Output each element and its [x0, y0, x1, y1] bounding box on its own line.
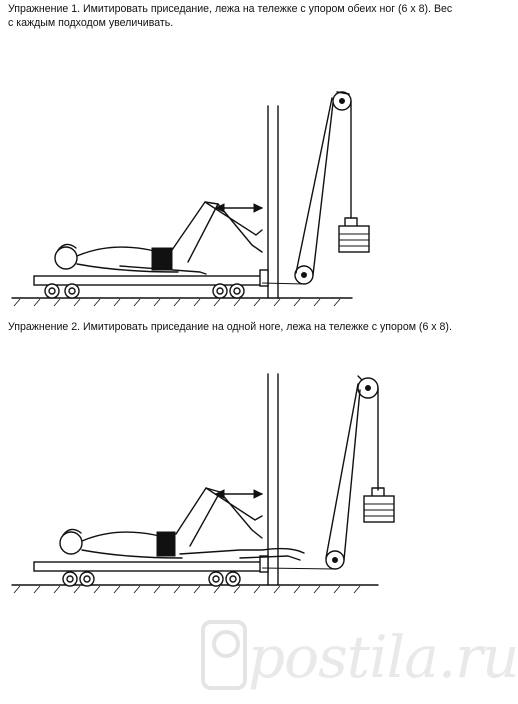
vertical-post: [268, 106, 278, 298]
pulley-system: [262, 376, 378, 569]
vertical-post: [268, 374, 278, 585]
movement-arrow: [216, 490, 262, 498]
p-logo-icon: [203, 622, 245, 688]
pulley-system: [262, 92, 351, 284]
weight-stack: [339, 218, 369, 252]
exercise-1-illustration: [0, 90, 463, 310]
floor: [12, 585, 378, 593]
cart: [34, 562, 262, 586]
cart: [34, 276, 262, 298]
exercise-2-illustration: [0, 370, 463, 600]
person-figure: [55, 202, 262, 274]
weight-stack: [364, 488, 394, 522]
floor: [12, 298, 352, 306]
exercise-1-caption: Упражнение 1. Имитировать приседание, лежа на тележке с упором обеих ног (6 х 8). Вес с каждым подходом увеличивать.: [8, 3, 453, 29]
exercise-2-caption: Упражнение 2. Имитировать приседание на одной ноге, лежа на тележке с упором (6 х 8).: [8, 321, 452, 333]
watermark-text: postila.ru: [248, 623, 518, 691]
foot-stop: [260, 556, 268, 572]
